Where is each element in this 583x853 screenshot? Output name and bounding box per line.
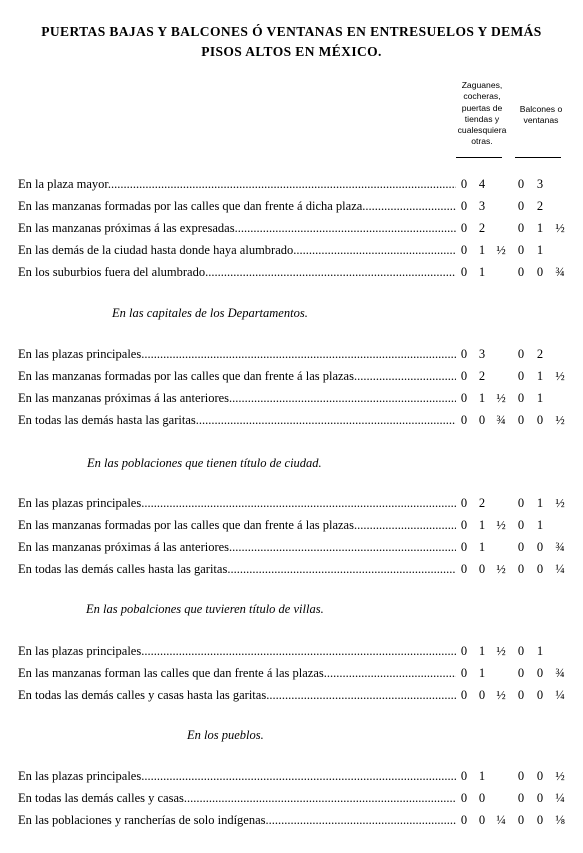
value-doors: ½: [496, 644, 506, 658]
value-balconies: ¾: [555, 265, 565, 279]
value-doors: 0: [478, 688, 486, 702]
value-doors: 1: [478, 518, 486, 532]
value-balconies: 0: [517, 265, 525, 279]
value-balconies: ½: [555, 369, 565, 383]
value-balconies: ½: [555, 221, 565, 235]
value-doors: 0: [460, 413, 468, 427]
value-balconies: ½: [555, 496, 565, 510]
value-balconies: 0: [536, 791, 544, 805]
value-balconies: ½: [555, 413, 565, 427]
value-balconies: 0: [536, 413, 544, 427]
table-row: [18, 196, 578, 216]
row-label: En las poblaciones y rancherías de solo indígenas .....: [18, 810, 456, 830]
value-doors: ½: [496, 518, 506, 532]
value-doors: 0: [460, 813, 468, 827]
value-balconies: 0: [517, 221, 525, 235]
value-doors: 0: [460, 369, 468, 383]
value-balconies: 0: [517, 688, 525, 702]
column-header-balconies: [514, 104, 568, 127]
value-doors: 1: [478, 391, 486, 405]
value-doors: 0: [460, 644, 468, 658]
value-balconies: 0: [517, 199, 525, 213]
title-line-2: PISOS ALTOS EN MÉXICO.: [201, 44, 382, 59]
document-title: [0, 22, 583, 62]
column-header-doors-line: cocheras,: [463, 91, 501, 102]
table-row: [18, 515, 578, 535]
value-balconies: 0: [517, 391, 525, 405]
section-heading: En los pueblos.: [187, 728, 264, 742]
value-balconies: ¾: [555, 540, 565, 554]
value-balconies: 0: [517, 518, 525, 532]
value-balconies: 0: [536, 562, 544, 576]
row-label: En todas las demás calles y casas hasta las garitas .....: [18, 685, 456, 705]
table-row: [18, 810, 578, 830]
column-header-balconies-line: Balcones o: [519, 104, 563, 114]
value-balconies: 0: [517, 791, 525, 805]
value-balconies: ¼: [555, 688, 565, 702]
value-balconies: 1: [536, 644, 544, 658]
value-doors: 0: [460, 540, 468, 554]
value-balconies: 0: [536, 540, 544, 554]
row-label: En las manzanas formadas por las calles que dan frente á las plazas .....: [18, 366, 456, 386]
table-row: [18, 262, 578, 282]
row-label: En las manzanas formadas por las calles que dan frente á las plazas .....: [18, 515, 456, 535]
column-header-doors-line: Zaguanes,: [461, 80, 503, 90]
value-balconies: 1: [536, 369, 544, 383]
value-doors: 0: [478, 413, 486, 427]
value-balconies: 0: [517, 496, 525, 510]
value-doors: 2: [478, 369, 486, 383]
row-label: En los suburbios fuera del alumbrado .....: [18, 262, 456, 282]
table-row: [18, 174, 578, 194]
row-label: En las manzanas próximas á las expresadas .....: [18, 218, 456, 238]
value-balconies: ⅛: [555, 813, 565, 827]
value-balconies: 0: [517, 369, 525, 383]
value-balconies: 1: [536, 518, 544, 532]
title-line-1: PUERTAS BAJAS Y BALCONES Ó VENTANAS EN ENTRESUELOS Y DEMÁS: [41, 24, 542, 39]
value-balconies: 0: [517, 540, 525, 554]
value-balconies: ½: [555, 769, 565, 783]
value-doors: 3: [478, 347, 486, 361]
value-doors: 4: [478, 177, 486, 191]
value-balconies: 0: [517, 413, 525, 427]
value-doors: 1: [478, 644, 486, 658]
value-doors: ¾: [496, 413, 506, 427]
row-label: En la plaza mayor .....: [18, 174, 456, 194]
value-balconies: ¼: [555, 562, 565, 576]
value-balconies: 0: [517, 562, 525, 576]
value-doors: 0: [460, 791, 468, 805]
value-balconies: 0: [517, 813, 525, 827]
value-doors: 0: [478, 791, 486, 805]
value-balconies: 0: [517, 769, 525, 783]
value-doors: 0: [460, 391, 468, 405]
table-row: [18, 685, 578, 705]
row-label: En todas las demás calles y casas .....: [18, 788, 456, 808]
value-doors: 0: [460, 265, 468, 279]
value-doors: ½: [496, 391, 506, 405]
value-doors: 2: [478, 221, 486, 235]
table-row: [18, 344, 578, 364]
table-row: [18, 766, 578, 786]
table-row: [18, 388, 578, 408]
row-label: En las manzanas forman las calles que dan frente á las plazas .....: [18, 663, 456, 683]
value-doors: 0: [460, 562, 468, 576]
column-rule-doors: [456, 157, 502, 158]
table-row: [18, 240, 578, 260]
row-label: En las plazas principales .....: [18, 641, 456, 661]
column-header-doors-line: tiendas y: [464, 113, 500, 124]
table-row: [18, 788, 578, 808]
column-header-balconies-line: ventanas: [523, 115, 559, 126]
value-balconies: 0: [536, 265, 544, 279]
value-balconies: 2: [536, 199, 544, 213]
row-label: En las manzanas próximas á las anteriores .....: [18, 537, 456, 557]
row-label: En las manzanas próximas á las anteriores .....: [18, 388, 456, 408]
value-balconies: 1: [536, 221, 544, 235]
value-doors: 1: [478, 769, 486, 783]
section-heading: En las capitales de los Departamentos.: [112, 306, 308, 320]
value-balconies: ¼: [555, 791, 565, 805]
value-balconies: 0: [536, 666, 544, 680]
value-doors: 2: [478, 496, 486, 510]
value-doors: 0: [460, 666, 468, 680]
table-row: [18, 559, 578, 579]
value-balconies: 3: [536, 177, 544, 191]
row-label: En las plazas principales .....: [18, 344, 456, 364]
column-header-doors-line: otras.: [471, 136, 493, 147]
table-row: [18, 366, 578, 386]
value-balconies: 0: [536, 813, 544, 827]
value-balconies: 2: [536, 347, 544, 361]
row-label: En las plazas principales .....: [18, 766, 456, 786]
value-balconies: 0: [536, 688, 544, 702]
table-row: [18, 537, 578, 557]
value-balconies: 0: [517, 347, 525, 361]
value-balconies: ¾: [555, 666, 565, 680]
row-label: En las manzanas formadas por las calles que dan frente á dicha plaza .....: [18, 196, 456, 216]
value-doors: 0: [478, 813, 486, 827]
value-doors: 1: [478, 265, 486, 279]
table-row: [18, 410, 578, 430]
value-doors: 0: [460, 221, 468, 235]
row-label: En las plazas principales .....: [18, 493, 456, 513]
value-balconies: 1: [536, 243, 544, 257]
value-doors: ¼: [496, 813, 506, 827]
column-header-doors-line: cualesquiera: [457, 125, 507, 136]
value-balconies: 0: [517, 177, 525, 191]
column-header-doors-line: puertas de: [461, 102, 503, 113]
value-balconies: 0: [536, 769, 544, 783]
value-balconies: 0: [517, 644, 525, 658]
value-doors: 0: [460, 177, 468, 191]
value-balconies: 1: [536, 496, 544, 510]
value-doors: 0: [460, 243, 468, 257]
row-label: En todas las demás calles hasta las garitas .....: [18, 559, 456, 579]
value-doors: 0: [460, 199, 468, 213]
value-doors: 0: [460, 496, 468, 510]
value-doors: 0: [460, 688, 468, 702]
table-row: [18, 218, 578, 238]
value-doors: ½: [496, 562, 506, 576]
value-balconies: 1: [536, 391, 544, 405]
section-heading: En las pobalciones que tuvieren título de villas.: [86, 602, 324, 616]
table-row: [18, 493, 578, 513]
value-doors: ½: [496, 243, 506, 257]
row-label: En todas las demás hasta las garitas .....: [18, 410, 456, 430]
value-doors: 3: [478, 199, 486, 213]
table-row: [18, 663, 578, 683]
value-doors: ½: [496, 688, 506, 702]
value-doors: 1: [478, 540, 486, 554]
value-doors: 0: [460, 347, 468, 361]
column-rule-balconies: [515, 157, 561, 158]
table-row: [18, 641, 578, 661]
section-heading: En las poblaciones que tienen título de ciudad.: [87, 456, 322, 470]
value-doors: 1: [478, 666, 486, 680]
value-doors: 0: [460, 518, 468, 532]
value-doors: 0: [478, 562, 486, 576]
column-header-doors: [452, 80, 512, 148]
value-doors: 1: [478, 243, 486, 257]
value-balconies: 0: [517, 666, 525, 680]
row-label: En las demás de la ciudad hasta donde haya alumbrado .....: [18, 240, 456, 260]
value-balconies: 0: [517, 243, 525, 257]
value-doors: 0: [460, 769, 468, 783]
